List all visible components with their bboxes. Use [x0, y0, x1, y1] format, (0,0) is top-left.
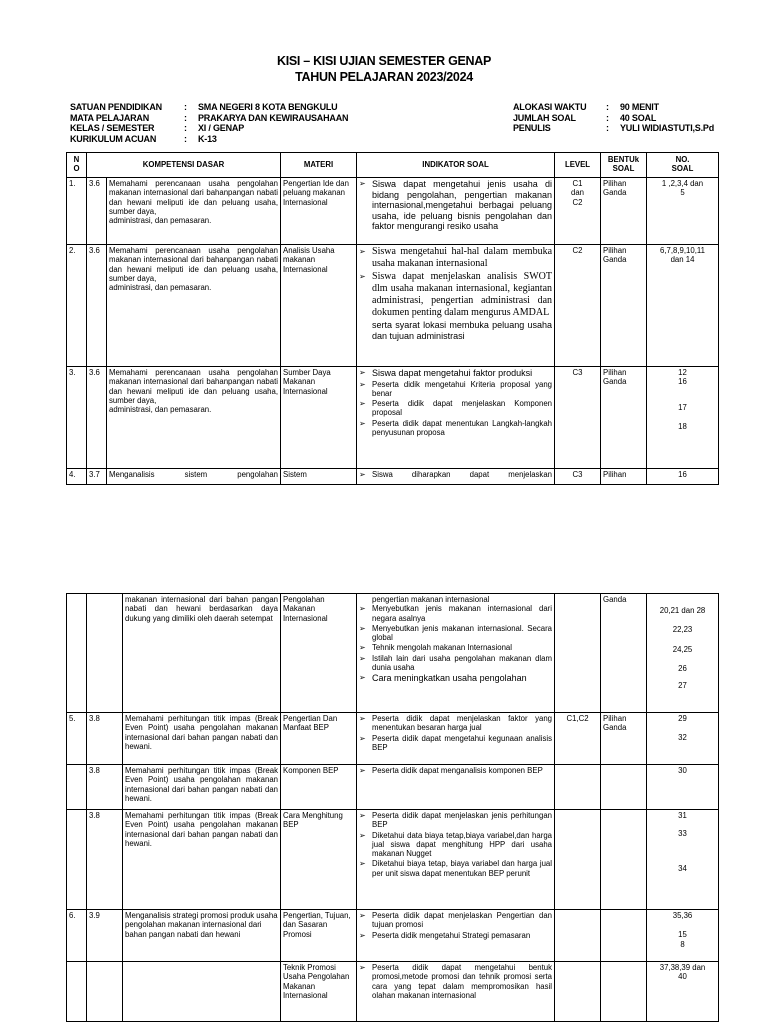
cell-no: [67, 765, 87, 810]
kisi-table-page2: [66, 593, 719, 1022]
nosoal-item: 24,25: [672, 644, 693, 654]
cell-no: 3.: [67, 367, 87, 469]
meta-row-mapel: MATA PELAJARAN : PRAKARYA DAN KEWIRAUSAHAAN: [70, 112, 349, 123]
nosoal-item: 29: [678, 714, 687, 723]
cell-materi: Pengertian, Tujuan, dan Sasaran Promosi: [281, 910, 357, 962]
col-header-no: N O: [67, 153, 87, 178]
cell-materi: Cara Menghitung BEP: [281, 810, 357, 910]
cell-kd-code: [87, 962, 123, 1022]
cell-nosoal: [647, 713, 719, 765]
nosoal-item: 12: [678, 368, 687, 377]
cell-nosoal: [647, 962, 719, 1022]
nosoal-item: 20,21 dan 28: [659, 606, 706, 615]
meta-row-kelas: KELAS / SEMESTER : XI / GENAP: [70, 123, 245, 134]
meta-row-satuan: SATUAN PENDIDIKAN : SMA NEGERI 8 KOTA BENGKULU: [70, 102, 338, 112]
meta-row-jumlah: JUMLAH SOAL : 40 SOAL: [513, 112, 657, 123]
indikator-top: pengertian makanan internasional: [372, 595, 490, 604]
meta-value: 90 MENIT: [620, 102, 659, 112]
cell-bentuk: Pilihan Ganda: [601, 178, 647, 245]
cell-level: C1 dan C2: [555, 178, 601, 245]
list-item: ➢ Peserta didik dapat mengetahui bentuk promosi,metode promosi dan tehnik promosi serta cara yang tepat dalam mempromosikan hasil olahan makanan internasional: [359, 963, 552, 1000]
arrow-bullet-icon: ➢: [359, 714, 366, 723]
meta-key: PENULIS: [513, 123, 551, 134]
cell-indikator: [357, 469, 555, 485]
col-header-bentuk: BENTUk SOAL: [601, 153, 647, 178]
cell-kd-text: Memahami perhitungan titik impas (Break Even Point) usaha pengolahan makanan internasional dari bahan pangan nabati dan hewani.: [123, 713, 281, 765]
cell-indikator: [357, 594, 555, 713]
list-item: ➢ Menyebutkan jenis makanan internasional. Secara global: [359, 623, 552, 643]
cell-no: 5.: [67, 713, 87, 765]
meta-key: KURIKULUM ACUAN: [70, 133, 157, 144]
cell-materi: Pengertian Dan Manfaat BEP: [281, 713, 357, 765]
meta-value: SMA NEGERI 8 KOTA BENGKULU: [198, 102, 338, 112]
arrow-bullet-icon: ➢: [359, 272, 366, 281]
cell-kd-text: makanan internasional dari bahan pangan nabati dan hewani berdasarkan daya dukung yang dimiliki oleh daerah setempat: [123, 594, 281, 713]
nosoal-item: 31: [678, 811, 687, 820]
cell-indikator: [357, 910, 555, 962]
col-header-nosoal: NO. SOAL: [647, 153, 719, 178]
cell-kd-code: 3.6: [87, 178, 107, 245]
list-item: ➢ Peserta didik dapat menjelaskan Komponen proposal: [359, 399, 553, 418]
list-item: ➢ Peserta didik dapat menjelaskan jenis perhitungan BEP: [359, 811, 552, 830]
cell-nosoal: [647, 367, 719, 469]
nosoal-item: 33: [678, 829, 687, 839]
arrow-bullet-icon: ➢: [359, 470, 366, 479]
cell-nosoal: [647, 765, 719, 810]
cell-no: [67, 594, 87, 713]
document-title-line2: TAHUN PELAJARAN 2023/2024: [295, 70, 473, 84]
arrow-bullet-icon: ➢: [359, 811, 366, 820]
cell-level: [555, 594, 601, 713]
cell-kd-code: [87, 594, 123, 713]
arrow-bullet-icon: ➢: [359, 179, 366, 188]
list-item: ➢ Siswa dapat menjelaskan analisis SWOT dlm usaha makanan internasional, kegiantan administrasi, pengertian administrasi dan dokumen penting dalam mengurus AMDAL: [359, 271, 553, 318]
cell-indikator: [357, 178, 555, 245]
arrow-bullet-icon: ➢: [359, 623, 366, 633]
cell-bentuk: [601, 910, 647, 962]
meta-value: 40 SOAL: [620, 112, 657, 123]
cell-indikator: [357, 367, 555, 469]
cell-nosoal: [647, 910, 719, 962]
cell-level: [555, 810, 601, 910]
cell-level: C3: [555, 469, 601, 485]
kisi-table-page1: [66, 152, 719, 485]
nosoal-item: 37,38,39 dan: [659, 963, 706, 972]
cell-nosoal: [647, 594, 719, 713]
arrow-bullet-icon: ➢: [359, 653, 366, 663]
cell-kd-code: 3.6: [87, 367, 107, 469]
nosoal-item: 27: [678, 681, 687, 691]
cell-kd-code: 3.8: [87, 713, 123, 765]
nosoal-item: 35,36: [672, 911, 693, 920]
cell-bentuk: Pilihan Ganda: [601, 245, 647, 367]
cell-indikator: [357, 713, 555, 765]
table-row: [67, 178, 719, 245]
meta-key: JUMLAH SOAL: [513, 112, 576, 123]
list-item: ➢ Diketahui biaya tetap, biaya variabel dan harga jual per unit siswa dapat menentukan BEP perunit: [359, 859, 552, 878]
cell-level: C3: [555, 367, 601, 469]
cell-kd-text: [123, 962, 281, 1022]
table-row: [67, 594, 719, 713]
meta-left: [70, 102, 348, 144]
cell-kd-code: 3.9: [87, 910, 123, 962]
col-header-level: LEVEL: [555, 153, 601, 178]
cell-kd-text: Memahami perhitungan titik impas (Break Even Point) usaha pengolahan makanan internasional dari bahan pangan nabati dan hewani.: [123, 810, 281, 910]
list-item: ➢ Menyebutkan jenis makanan internasional dari negara asalnya: [359, 604, 552, 623]
arrow-bullet-icon: ➢: [359, 766, 366, 775]
cell-bentuk: Ganda: [601, 594, 647, 713]
nosoal-item: 15: [678, 930, 687, 940]
meta-key: MATA PELAJARAN: [70, 112, 150, 123]
col-header-indikator: INDIKATOR SOAL: [357, 153, 555, 178]
meta-row-kurikulum: KURIKULUM ACUAN : K-13: [70, 133, 217, 144]
arrow-bullet-icon: ➢: [359, 911, 366, 920]
cell-materi: Sistem: [281, 469, 357, 485]
cell-indikator: [357, 765, 555, 810]
cell-nosoal: 1 ,2,3,4 dan 5: [647, 178, 719, 245]
nosoal-item: 17: [678, 402, 687, 412]
meta-key: KELAS / SEMESTER: [70, 123, 155, 134]
cell-nosoal: 16: [647, 469, 719, 485]
cell-bentuk: [601, 810, 647, 910]
cell-materi: Sumber Daya Makanan Internasional: [281, 367, 357, 469]
arrow-bullet-icon: ➢: [359, 673, 366, 683]
cell-indikator: [357, 810, 555, 910]
list-item: ➢ Siswa dapat mengetahui faktor produksi: [359, 368, 533, 378]
list-item: ➢ Peserta didik mengetahui Kriteria proposal yang benar: [359, 379, 553, 398]
cell-kd-text: Menganalisis sistem pengolahan: [107, 469, 281, 485]
meta-value: YULI WIDIASTUTI,S.Pd: [620, 123, 714, 134]
nosoal-item: 22,23: [672, 625, 693, 635]
list-item: ➢ Siswa diharapkan dapat menjelaskan: [359, 470, 553, 479]
meta-row-penulis: PENULIS : YULI WIDIASTUTI,S.Pd: [513, 123, 714, 134]
list-item: ➢ Istilah lain dari usaha pengolahan makanan dlam dunia usaha: [359, 653, 552, 673]
cell-level: C2: [555, 245, 601, 367]
table-row: [67, 245, 719, 367]
meta-value: PRAKARYA DAN KEWIRAUSAHAAN: [198, 112, 349, 123]
cell-kd-text: Memahami perencanaan usaha pengolahan makanan internasional dari bahanpangan nabati dan hewani meliputi ide dan peluang usaha, sumber daya, administrasi, dan pemasaran.: [107, 245, 281, 367]
cell-level: [555, 765, 601, 810]
col-header-materi: MATERI: [281, 153, 357, 178]
cell-bentuk: [601, 765, 647, 810]
cell-no: [67, 962, 87, 1022]
arrow-bullet-icon: ➢: [359, 963, 366, 972]
table-row: [67, 962, 719, 1022]
table-row: [67, 810, 719, 910]
table-row: [67, 765, 719, 810]
cell-kd-text: Memahami perhitungan titik impas (Break Even Point) usaha pengolahan makanan internasional dari bahan pangan nabati dan hewani.: [123, 765, 281, 810]
arrow-bullet-icon: ➢: [359, 733, 366, 743]
list-item: ➢ Peserta didik dapat menjelaskan Pengertian dan tujuan promosi: [359, 911, 552, 930]
list-item: ➢ Peserta didik dapat menjelaskan faktor yang menentukan besaran harga jual: [359, 714, 552, 733]
cell-bentuk: Pilihan Ganda: [601, 713, 647, 765]
arrow-bullet-icon: ➢: [359, 368, 366, 377]
cell-kd-code: 3.7: [87, 469, 107, 485]
list-item: ➢ Siswa mengetahui hal-hal dalam membuka usaha makanan internasional: [359, 246, 553, 269]
meta-value: K-13: [198, 133, 217, 144]
indikator-tail: serta syarat lokasi membuka peluang usaha dan tujuan administrasi: [372, 320, 553, 341]
meta-value: XI / GENAP: [198, 123, 245, 134]
cell-level: [555, 962, 601, 1022]
cell-bentuk: Pilihan Ganda: [601, 367, 647, 469]
cell-materi: Pengolahan Makanan Internasional: [281, 594, 357, 713]
arrow-bullet-icon: ➢: [359, 930, 366, 940]
cell-materi: Analisis Usaha makanan Internasional: [281, 245, 357, 367]
cell-kd-text: Memahami perencanaan usaha pengolahan makanan internasional dari bahanpangan nabati dan hewani meliputi ide dan peluang usaha, sumber daya, administrasi, dan pemasaran.: [107, 178, 281, 245]
cell-nosoal: 6,7,8,9,10,11 dan 14: [647, 245, 719, 367]
cell-materi: Komponen BEP: [281, 765, 357, 810]
meta-right: [513, 102, 714, 134]
cell-level: [555, 910, 601, 962]
cell-indikator: [357, 962, 555, 1022]
nosoal-item: 34: [678, 863, 687, 873]
list-item: ➢ Siswa dapat mengetahui jenis usaha di bidang pengolahan, pengertian makanan internasional,mengetahui berbagai peluang usaha, ide peluang bisnis pengolahan dan faktor mengurangi resiko usaha: [359, 179, 553, 232]
arrow-bullet-icon: ➢: [359, 379, 366, 389]
list-item: ➢ Peserta didik dapat mengetahui kegunaan analisis BEP: [359, 733, 552, 752]
cell-no: 4.: [67, 469, 87, 485]
cell-kd-code: 3.8: [87, 810, 123, 910]
nosoal-item: 26: [678, 663, 687, 673]
cell-materi: Pengertian Ide dan peluang makanan Internasional: [281, 178, 357, 245]
header-row: [67, 153, 719, 178]
cell-indikator: [357, 245, 555, 367]
arrow-bullet-icon: ➢: [359, 247, 366, 256]
table-row: [67, 469, 719, 485]
meta-key: SATUAN PENDIDIKAN: [70, 102, 162, 112]
document-title-line1: KISI – KISI UJIAN SEMESTER GENAP: [276, 54, 492, 68]
arrow-bullet-icon: ➢: [359, 859, 366, 869]
list-item: ➢ Tehnik mengolah makanan Internasional: [359, 643, 513, 653]
cell-no: 6.: [67, 910, 87, 962]
arrow-bullet-icon: ➢: [359, 399, 366, 409]
nosoal-item: 18: [678, 421, 687, 431]
cell-kd-code: 3.8: [87, 765, 123, 810]
list-item: ➢ Peserta didik mengetahui Strategi pemasaran: [359, 930, 531, 940]
list-item: ➢ Peserta didik dapat menentukan Langkah-langkah penyusunan proposa: [359, 418, 553, 438]
arrow-bullet-icon: ➢: [359, 418, 366, 428]
list-item: ➢ Cara meningkatkan usaha pengolahan: [359, 673, 527, 684]
list-item: ➢ Peserta didik dapat menganalisis komponen BEP: [359, 766, 543, 775]
cell-kd-text: Menganalisis strategi promosi produk usaha pengolahan makanan internasional dari bahan pangan nabati dan hewani: [123, 910, 281, 962]
nosoal-item: 16: [678, 377, 687, 387]
cell-no: [67, 810, 87, 910]
arrow-bullet-icon: ➢: [359, 604, 366, 614]
nosoal-item: 40: [678, 972, 687, 982]
nosoal-item: 8: [680, 939, 685, 949]
meta-row-alokasi: ALOKASI WAKTU : 90 MENIT: [513, 102, 659, 112]
cell-no: 1.: [67, 178, 87, 245]
arrow-bullet-icon: ➢: [359, 830, 366, 840]
cell-no: 2.: [67, 245, 87, 367]
nosoal-item: 30: [678, 766, 687, 775]
cell-nosoal: [647, 810, 719, 910]
col-header-kd: KOMPETENSI DASAR: [87, 153, 281, 178]
cell-kd-code: 3.6: [87, 245, 107, 367]
arrow-bullet-icon: ➢: [359, 643, 366, 653]
list-item: ➢ Diketahui data biaya tetap,biaya variabel,dan harga jual siswa dapat menghitung HPP dari usaha makanan Nugget: [359, 830, 552, 859]
table-row: [67, 713, 719, 765]
cell-level: C1,C2: [555, 713, 601, 765]
cell-kd-text: Memahami perencanaan usaha pengolahan makanan internasional dari bahanpangan nabati dan hewani meliputi ide dan peluang usaha, sumber daya, administrasi, dan pemasaran.: [107, 367, 281, 469]
cell-materi: Teknik Promosi Usaha Pengolahan Makanan Internasional: [281, 962, 357, 1022]
cell-bentuk: [601, 962, 647, 1022]
table-row: [67, 910, 719, 962]
meta-key: ALOKASI WAKTU: [513, 102, 587, 112]
table-row: [67, 367, 719, 469]
nosoal-item: 32: [678, 733, 687, 743]
cell-bentuk: Pilihan: [601, 469, 647, 485]
